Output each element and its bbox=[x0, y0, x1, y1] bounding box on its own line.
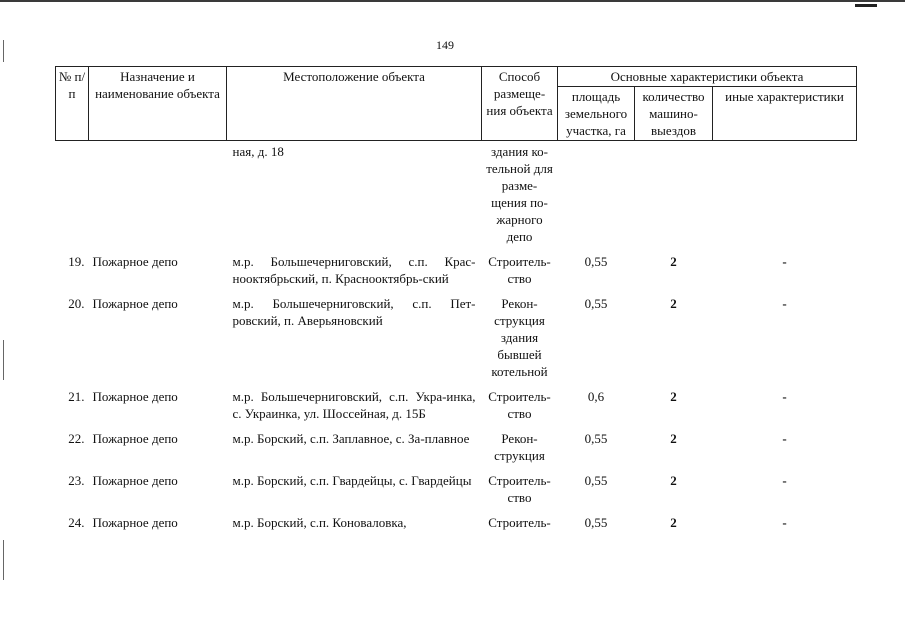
table-row bbox=[56, 428, 857, 470]
table-row bbox=[56, 293, 857, 386]
scan-edge-tick bbox=[3, 340, 4, 380]
row-other: - bbox=[782, 296, 787, 311]
row-method: Строитель-ство bbox=[488, 473, 551, 505]
row-num: 21. bbox=[68, 389, 85, 404]
table-header bbox=[56, 67, 857, 141]
row-exits: 2 bbox=[670, 473, 677, 488]
row-area: 0,55 bbox=[584, 515, 608, 530]
row-name: Пожарное депо bbox=[92, 254, 178, 269]
scan-edge-tick bbox=[3, 540, 4, 580]
row-method: здания ко-тельной для разме-щения по-жарного депо bbox=[486, 144, 553, 244]
row-num: 23. bbox=[68, 473, 85, 488]
table-row bbox=[56, 251, 857, 293]
row-area: 0,55 bbox=[584, 431, 608, 446]
row-exits: 2 bbox=[670, 296, 677, 311]
header-method: Способ размеще-ния объекта bbox=[482, 67, 558, 141]
table-row bbox=[56, 141, 857, 252]
row-location: м.р. Борский, с.п. Гвардейцы, с. Гвардейцы bbox=[232, 473, 472, 488]
row-other: - bbox=[782, 515, 787, 530]
row-other: - bbox=[782, 431, 787, 446]
row-location: м.р. Борский, с.п. Коноваловка, bbox=[232, 515, 407, 530]
row-location: м.р. Большечерниговский, с.п. Пет-ровский, п. Аверьяновский bbox=[232, 296, 476, 328]
row-exits: 2 bbox=[670, 431, 677, 446]
row-other bbox=[713, 141, 857, 252]
table-row bbox=[56, 512, 857, 537]
row-num: 20. bbox=[68, 296, 85, 311]
row-method: Строитель-ство bbox=[488, 254, 551, 286]
row-num bbox=[56, 141, 89, 252]
row-location: ная, д. 18 bbox=[232, 144, 284, 159]
header-location: Местоположение объекта bbox=[227, 67, 482, 141]
row-method: Рекон-струкция здания бывшей котельной bbox=[491, 296, 548, 379]
row-other: - bbox=[782, 473, 787, 488]
row-area: 0,6 bbox=[587, 389, 605, 404]
scan-edge-tick bbox=[3, 40, 4, 62]
objects-table bbox=[55, 66, 857, 537]
row-area bbox=[558, 141, 635, 252]
scan-top-edge bbox=[0, 0, 905, 2]
row-other: - bbox=[782, 254, 787, 269]
row-name: Пожарное депо bbox=[92, 389, 178, 404]
row-area: 0,55 bbox=[584, 254, 608, 269]
table-row bbox=[56, 386, 857, 428]
row-method: Строитель-ство bbox=[488, 389, 551, 421]
header-main-characteristics: Основные характеристики объекта bbox=[558, 67, 857, 87]
row-method: Строитель- bbox=[488, 515, 551, 530]
row-exits: 2 bbox=[670, 254, 677, 269]
row-exits: 2 bbox=[670, 515, 677, 530]
row-method: Рекон-струкция bbox=[494, 431, 545, 463]
header-name: Назначение и наименование объекта bbox=[89, 67, 227, 141]
row-location: м.р. Большечерниговский, с.п. Крас-нооктябрьский, п. Краснооктябрь-ский bbox=[232, 254, 476, 286]
row-name: Пожарное депо bbox=[92, 515, 178, 530]
row-num: 22. bbox=[68, 431, 85, 446]
row-area: 0,55 bbox=[584, 296, 608, 311]
row-location: м.р. Большечерниговский, с.п. Укра-инка, с. Украинка, ул. Шоссейная, д. 15Б bbox=[232, 389, 476, 421]
row-location: м.р. Борский, с.п. Заплавное, с. За-плавное bbox=[232, 431, 470, 446]
header-exits: количество машино-выездов bbox=[635, 87, 713, 141]
row-exits bbox=[635, 141, 713, 252]
row-other: - bbox=[782, 389, 787, 404]
row-name: Пожарное депо bbox=[92, 296, 178, 311]
header-num: № п/п bbox=[56, 67, 89, 141]
scan-mark bbox=[855, 4, 877, 7]
row-name: Пожарное депо bbox=[92, 473, 178, 488]
row-exits: 2 bbox=[670, 389, 677, 404]
row-name bbox=[89, 141, 227, 252]
row-num: 24. bbox=[68, 515, 85, 530]
header-area: площадь земельного участка, га bbox=[558, 87, 635, 141]
header-other: иные характеристики bbox=[713, 87, 857, 141]
row-num: 19. bbox=[68, 254, 85, 269]
row-area: 0,55 bbox=[584, 473, 608, 488]
table-body bbox=[56, 141, 857, 538]
table-row bbox=[56, 470, 857, 512]
row-name: Пожарное депо bbox=[92, 431, 178, 446]
page-number: 149 bbox=[436, 38, 454, 52]
